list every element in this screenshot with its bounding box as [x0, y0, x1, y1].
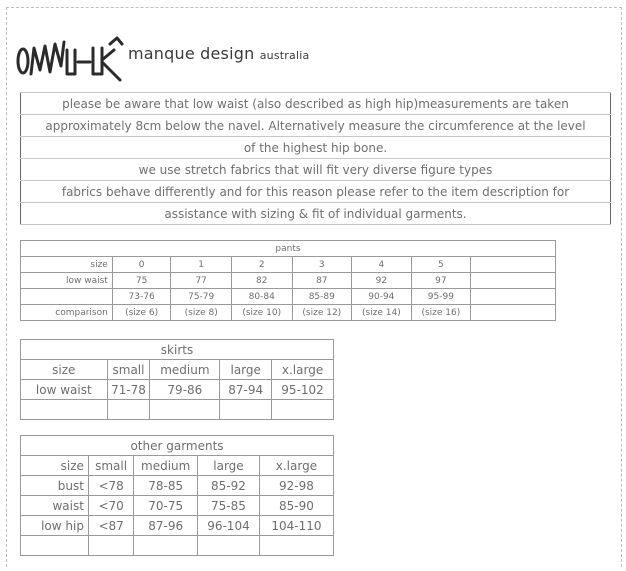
table-cell: 4	[352, 257, 412, 273]
row-label: low waist	[21, 273, 113, 289]
table-cell	[220, 400, 272, 420]
table-cell: <70	[88, 496, 133, 516]
table-cell: 79-86	[150, 380, 220, 400]
other-garments-size-table	[20, 435, 334, 556]
row-label	[21, 289, 113, 305]
table-cell: (size 14)	[352, 305, 412, 321]
brand-name	[128, 44, 309, 63]
table-cell: 0	[112, 257, 171, 273]
table-cell: medium	[134, 456, 198, 476]
table-cell: 92-98	[259, 476, 333, 496]
table-row	[21, 496, 334, 516]
table-row	[21, 536, 334, 556]
table-cell: large	[198, 456, 260, 476]
table-cell: <87	[88, 516, 133, 536]
table-row	[21, 456, 334, 476]
note-line: please be aware that low waist (also described as high hip)measurements are taken	[21, 93, 611, 115]
table-cell: 5	[411, 257, 471, 273]
table-row	[21, 476, 334, 496]
table-cell: 71-78	[107, 380, 150, 400]
brand-subtitle: australia	[259, 49, 310, 62]
table-cell: 92	[352, 273, 412, 289]
table-cell	[471, 257, 556, 273]
table-cell	[107, 400, 150, 420]
table-cell: 77	[171, 273, 232, 289]
table-cell: 75-79	[171, 289, 232, 305]
table-row	[21, 516, 334, 536]
brand-title: manque design	[128, 44, 255, 63]
table-row	[21, 305, 556, 321]
table-cell: medium	[150, 360, 220, 380]
other-garments-title: other garments	[21, 436, 334, 456]
note-line: of the highest hip bone.	[21, 137, 611, 159]
table-cell: 85-89	[292, 289, 352, 305]
page-border-top	[6, 7, 622, 8]
note-line: fabrics behave differently and for this reason please refer to the item description for	[21, 181, 611, 203]
table-cell: x.large	[259, 456, 333, 476]
manque-logo-icon	[14, 30, 124, 88]
table-cell: 97	[411, 273, 471, 289]
table-cell: small	[88, 456, 133, 476]
note-line: we use stretch fabrics that will fit very diverse figure types	[21, 159, 611, 181]
table-cell: 104-110	[259, 516, 333, 536]
table-cell	[150, 400, 220, 420]
row-label: comparison	[21, 305, 113, 321]
pants-size-table	[20, 240, 556, 321]
page-border-right	[621, 7, 622, 567]
table-cell	[471, 273, 556, 289]
row-label: low waist	[21, 380, 108, 400]
table-cell: 87-94	[220, 380, 272, 400]
sizing-notes	[20, 92, 611, 225]
table-cell: 2	[231, 257, 292, 273]
row-label	[21, 536, 89, 556]
table-cell: 82	[231, 273, 292, 289]
table-cell	[259, 536, 333, 556]
note-line: assistance with sizing & fit of individual garments.	[21, 203, 611, 225]
table-cell: 95-99	[411, 289, 471, 305]
table-cell: large	[220, 360, 272, 380]
skirts-size-table	[20, 339, 334, 420]
table-cell	[471, 305, 556, 321]
table-cell	[88, 536, 133, 556]
table-cell	[272, 400, 334, 420]
table-cell	[134, 536, 198, 556]
table-cell: (size 16)	[411, 305, 471, 321]
table-cell: 75	[112, 273, 171, 289]
row-label: size	[21, 257, 113, 273]
table-row	[21, 273, 556, 289]
table-cell: small	[107, 360, 150, 380]
table-cell: <78	[88, 476, 133, 496]
table-row	[21, 257, 556, 273]
table-cell: 85-90	[259, 496, 333, 516]
table-row	[21, 380, 334, 400]
table-cell: 90-94	[352, 289, 412, 305]
page-border-left	[6, 7, 7, 567]
table-cell: 73-76	[112, 289, 171, 305]
row-label: bust	[21, 476, 89, 496]
note-line: approximately 8cm below the navel. Alternatively measure the circumference at the level	[21, 115, 611, 137]
table-cell: 78-85	[134, 476, 198, 496]
table-cell: 87	[292, 273, 352, 289]
skirts-title: skirts	[21, 340, 334, 360]
table-cell: 3	[292, 257, 352, 273]
row-label: low hip	[21, 516, 89, 536]
row-label	[21, 400, 108, 420]
table-cell	[471, 289, 556, 305]
table-row	[21, 289, 556, 305]
row-label: size	[21, 456, 89, 476]
table-cell: 96-104	[198, 516, 260, 536]
table-cell: (size 8)	[171, 305, 232, 321]
table-cell: 80-84	[231, 289, 292, 305]
table-cell: 95-102	[272, 380, 334, 400]
table-cell: (size 12)	[292, 305, 352, 321]
table-row	[21, 360, 334, 380]
table-cell: (size 10)	[231, 305, 292, 321]
table-cell: x.large	[272, 360, 334, 380]
table-cell: 75-85	[198, 496, 260, 516]
table-cell: 87-96	[134, 516, 198, 536]
table-cell: 70-75	[134, 496, 198, 516]
table-cell: (size 6)	[112, 305, 171, 321]
table-cell	[198, 536, 260, 556]
table-cell: 85-92	[198, 476, 260, 496]
row-label: waist	[21, 496, 89, 516]
table-cell: 1	[171, 257, 232, 273]
pants-title: pants	[21, 241, 556, 257]
table-row	[21, 400, 334, 420]
row-label: size	[21, 360, 108, 380]
